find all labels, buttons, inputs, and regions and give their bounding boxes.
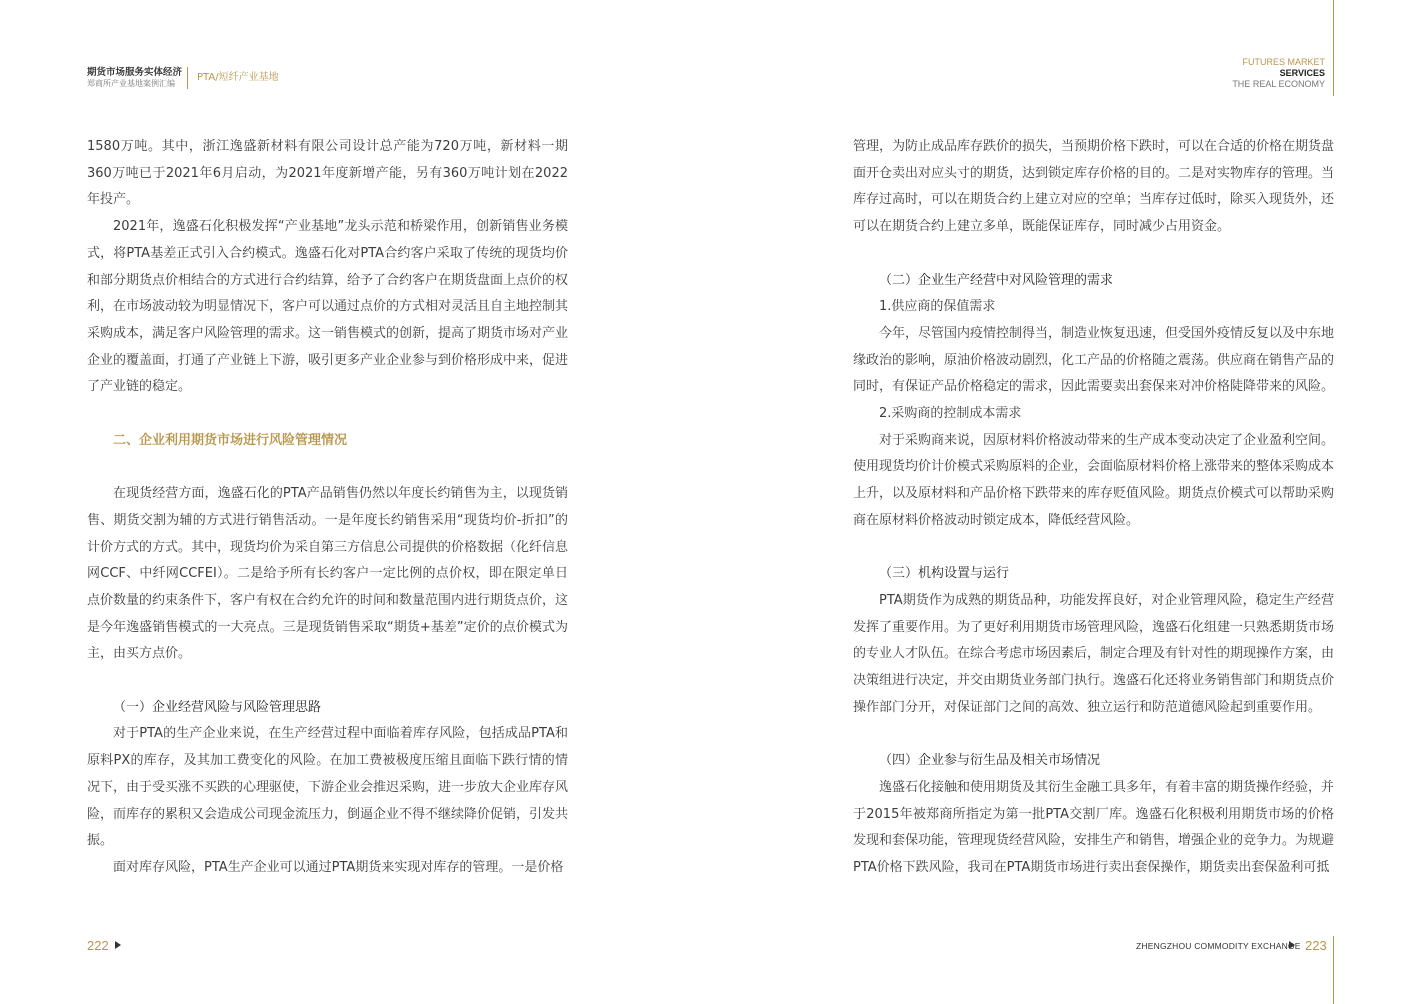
header-right-line3: THE REAL ECONOMY: [1232, 79, 1325, 89]
paragraph-gap: [87, 668, 568, 695]
body-paragraph: 2021年，逸盛石化积极发挥“产业基地”龙头示范和桥梁作用，创新销售业务模式，将PTA基差正式引入合约模式。逸盛石化对PTA合约客户采取了传统的现货均价和部分期货点价相结合的方式进行合约结算，给予了合约客户在期货盘面上点价的权利，在市场波动较为明显情况下，客户可以通过点价的方式相对灵活且自主地控制其采购成本，满足客户风险管理的需求。这一销售模式的创新，提高了期货市场对产业企业的覆盖面，打通了产业链上下游，吸引更多产业企业参与到价格形成中来，促进了产业链的稳定。: [87, 219, 569, 395]
header-divider: [187, 67, 188, 89]
paragraph-gap: [853, 721, 1334, 748]
subsection-heading: （一）企业经营风险与风险管理思路: [113, 699, 322, 715]
paragraph-gap: [87, 401, 568, 428]
right-page-number: 223: [1305, 938, 1327, 953]
header-vertical-rule: [1333, 0, 1334, 96]
triangle-right-icon: [115, 941, 121, 949]
section-heading: 二、企业利用期货市场进行风险管理情况: [113, 432, 348, 448]
header-right-line2: SERVICES: [1279, 68, 1325, 78]
publication-subtitle: 郑商所产业基地案例汇编: [87, 79, 175, 88]
subsection-heading: （四）企业参与衍生品及相关市场情况: [879, 753, 1101, 769]
footer-vertical-rule: [1333, 936, 1334, 1004]
subsection-heading: （二）企业生产经营中对风险管理的需求: [879, 272, 1114, 288]
left-text-column: [87, 134, 568, 882]
body-paragraph: 今年，尽管国内疫情控制得当，制造业恢复迅速，但受国外疫情反复以及中东地缘政治的影响，原油价格波动剧烈，化工产品的价格随之震荡。供应商在销售产品的同时，有保证产品价格稳定的需求，因此需要卖出套保来对冲价格陡降带来的风险。: [853, 325, 1335, 395]
body-paragraph: 对于采购商来说，因原材料价格波动带来的生产成本变动决定了企业盈利空间。使用现货均价计价模式采购原料的企业，会面临原材料价格上涨带来的整体采购成本上升，以及原材料和产品价格下跌带来的库存贬值风险。期货点价模式可以帮助采购商在原材料价格波动时锁定成本，降低经营风险。: [853, 432, 1335, 528]
body-paragraph: 在现货经营方面，逸盛石化的PTA产品销售仍然以年度长约销售为主，以现货销售、期货交割为辅的方式进行销售活动。一是年度长约销售采用“现货均价-折扣”的计价方式的方式。其中，现货均价为采自第三方信息公司提供的价格数据（化纤信息网CCF、中纤网CCFEI）。二是给予所有长约客户一定比例的点价权，即在限定单日点价数量的约束条件下，客户有权在合约允许的时间和数量范围内进行期货点价，这是今年逸盛销售模式的一大亮点。三是现货销售采取“期货+基差”定价的点价模式为主，由买方点价。: [87, 486, 569, 662]
paragraph-gap: [87, 454, 568, 481]
publication-title: 期货市场服务实体经济: [87, 67, 183, 78]
numbered-subheading: 1.供应商的保值需求: [879, 299, 996, 315]
subsection-heading: （三）机构设置与运行: [879, 566, 1010, 582]
left-page-number: 222: [87, 938, 109, 953]
numbered-subheading: 2.采购商的控制成本需求: [879, 406, 1022, 422]
triangle-right-icon: [1289, 941, 1295, 949]
body-paragraph: 逸盛石化接触和使用期货及其衍生金融工具多年，有着丰富的期货操作经验，并于2015年被郑商所指定为第一批PTA交割厂库。逸盛石化积极利用期货市场的价格发现和套保功能，管理现货经营风险，安排生产和销售，增强企业的竞争力。为规避PTA价格下跌风险，我司在PTA期货市场进行卖出套保操作，期货卖出套保盈利可抵: [853, 779, 1335, 875]
section-title: PTA/短纤产业基地: [197, 72, 279, 83]
body-paragraph: 面对库存风险，PTA生产企业可以通过PTA期货来实现对库存的管理。一是价格: [113, 859, 564, 875]
header-right-block: [1232, 57, 1325, 90]
body-paragraph: 1580万吨。其中，浙江逸盛新材料有限公司设计总产能为720万吨，新材料一期360万吨已于2021年6月启动，为2021年度新增产能，另有360万吨计划在2022年投产。: [87, 139, 568, 208]
body-paragraph: 对于PTA的生产企业来说，在生产经营过程中面临着库存风险，包括成品PTA和原料PX的库存，及其加工费变化的风险。在加工费被极度压缩且面临下跌行情的情况下，由于受买涨不买跌的心理驱使，下游企业会推迟采购，进一步放大企业库存风险，而库存的累积又会造成公司现金流压力，倒逼企业不得不继续降价促销，引发共振。: [87, 726, 569, 849]
right-text-column: [853, 134, 1334, 882]
paragraph-gap: [853, 535, 1334, 562]
body-paragraph: 管理，为防止成品库存跌价的损失，当预期价格下跌时，可以在合适的价格在期货盘面开仓卖出对应头寸的期货，达到锁定库存价格的目的。二是对实物库存的管理。当库存过高时，可以在期货合约上建立对应的空单；当库存过低时，除买入现货外，还可以在期货合约上建立多单，既能保证库存，同时减少占用资金。: [853, 139, 1335, 235]
paragraph-gap: [853, 241, 1334, 268]
body-paragraph: PTA期货作为成熟的期货品种，功能发挥良好，对企业管理风险，稳定生产经营发挥了重要作用。为了更好利用期货市场管理风险，逸盛石化组建一只熟悉期货市场的专业人才队伍。在综合考虑市场因素后，制定合理及有针对性的期现操作方案，由决策组进行决定，并交由期货业务部门执行。逸盛石化还将业务销售部门和期货点价操作部门分开，对保证部门之间的高效、独立运行和防范道德风险起到重要作用。: [853, 592, 1335, 715]
exchange-name: ZHENGZHOU COMMODITY EXCHANGE: [1136, 941, 1301, 951]
header-right-line1: FUTURES MARKET: [1242, 57, 1325, 67]
